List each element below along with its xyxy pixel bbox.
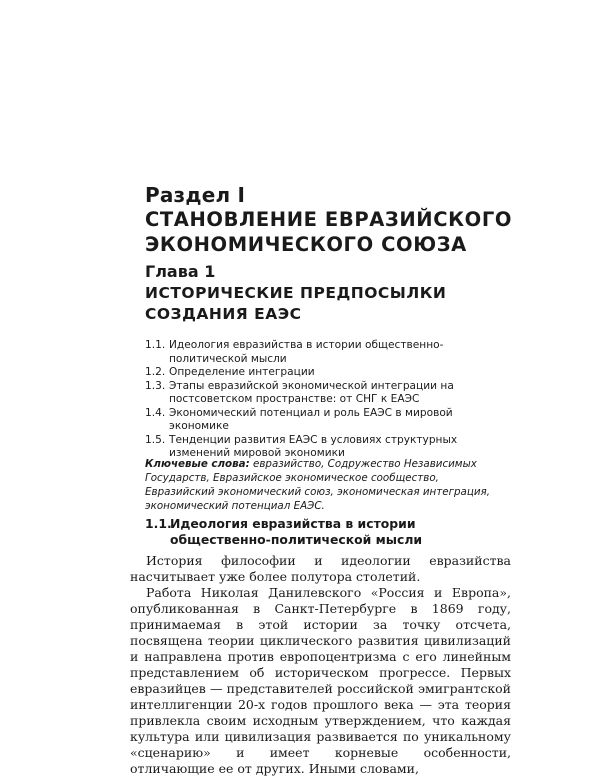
toc-item-number: 1.2.	[145, 366, 166, 378]
chapter-contents-list	[145, 339, 505, 461]
toc-item-number: 1.5.	[145, 433, 166, 446]
subsection-title: Идеология евразийства в истории общественно-политической мысли	[170, 516, 423, 547]
section-label: Раздел I	[145, 183, 246, 207]
toc-item	[145, 339, 505, 366]
section-title-line: СТАНОВЛЕНИЕ ЕВРАЗИЙСКОГО	[145, 208, 513, 231]
toc-item-text: Тенденции развития ЕАЭС в условиях структурных изменений мировой экономики	[169, 433, 458, 459]
toc-item-text: Идеология евразийства в истории общественно-политической мысли	[169, 339, 444, 365]
body-paragraph: История философии и идеологии евразийства насчитывает уже более полутора столетий.	[130, 553, 511, 584]
toc-item-text: Экономический потенциал и роль ЕАЭС в мировой экономике	[169, 406, 453, 432]
body-text	[130, 553, 511, 777]
toc-item-number: 1.4.	[145, 406, 166, 419]
chapter-title-line: ИСТОРИЧЕСКИЕ ПРЕДПОСЫЛКИ	[145, 284, 447, 302]
toc-item	[145, 366, 505, 380]
section-title	[145, 207, 512, 257]
toc-item-number: 1.3.	[145, 379, 166, 392]
subsection-number: 1.1.	[145, 516, 172, 531]
keywords-block	[145, 457, 507, 513]
keywords-text: евразийство, Содружество Независимых Государств, Евразийское экономическое сообщество, Евразийский экономический союз, экономическая интеграция, экономический потенциал ЕАЭС.	[145, 458, 491, 512]
body-paragraph: Работа Николая Данилевского «Россия и Европа», опубликованная в Санкт-Петербурге в 1869 году, принимаемая в этой истории за точку отсчета, посвящена теории циклического развития цивилизаций и направлена против европоцентризма с его линейным представлением об историческом прогрессе. Первых евразийцев — представителей российской эмигрантской интеллигенции 20-х годов прошлого века — эта теория привлекла своим исходным утверждением, что каждая культура или цивилизация развивается по уникальному «сценарию» и имеет корневые особенности, отличающие ее от других. Иными словами,	[130, 585, 511, 776]
chapter-title-line: СОЗДАНИЯ ЕАЭС	[145, 305, 302, 323]
chapter-label: Глава 1	[145, 262, 216, 281]
toc-item	[145, 407, 505, 434]
chapter-title	[145, 283, 446, 325]
subsection-heading	[145, 516, 505, 548]
keywords-label: Ключевые слова:	[145, 458, 250, 470]
toc-item-text: Определение интеграции	[169, 366, 315, 378]
section-title-line: ЭКОНОМИЧЕСКОГО СОЮЗА	[145, 233, 467, 256]
toc-item-number: 1.1.	[145, 339, 166, 351]
toc-item-text: Этапы евразийской экономической интеграции на постсоветском пространстве: от СНГ к ЕАЭС	[169, 379, 454, 405]
toc-item	[145, 380, 505, 407]
